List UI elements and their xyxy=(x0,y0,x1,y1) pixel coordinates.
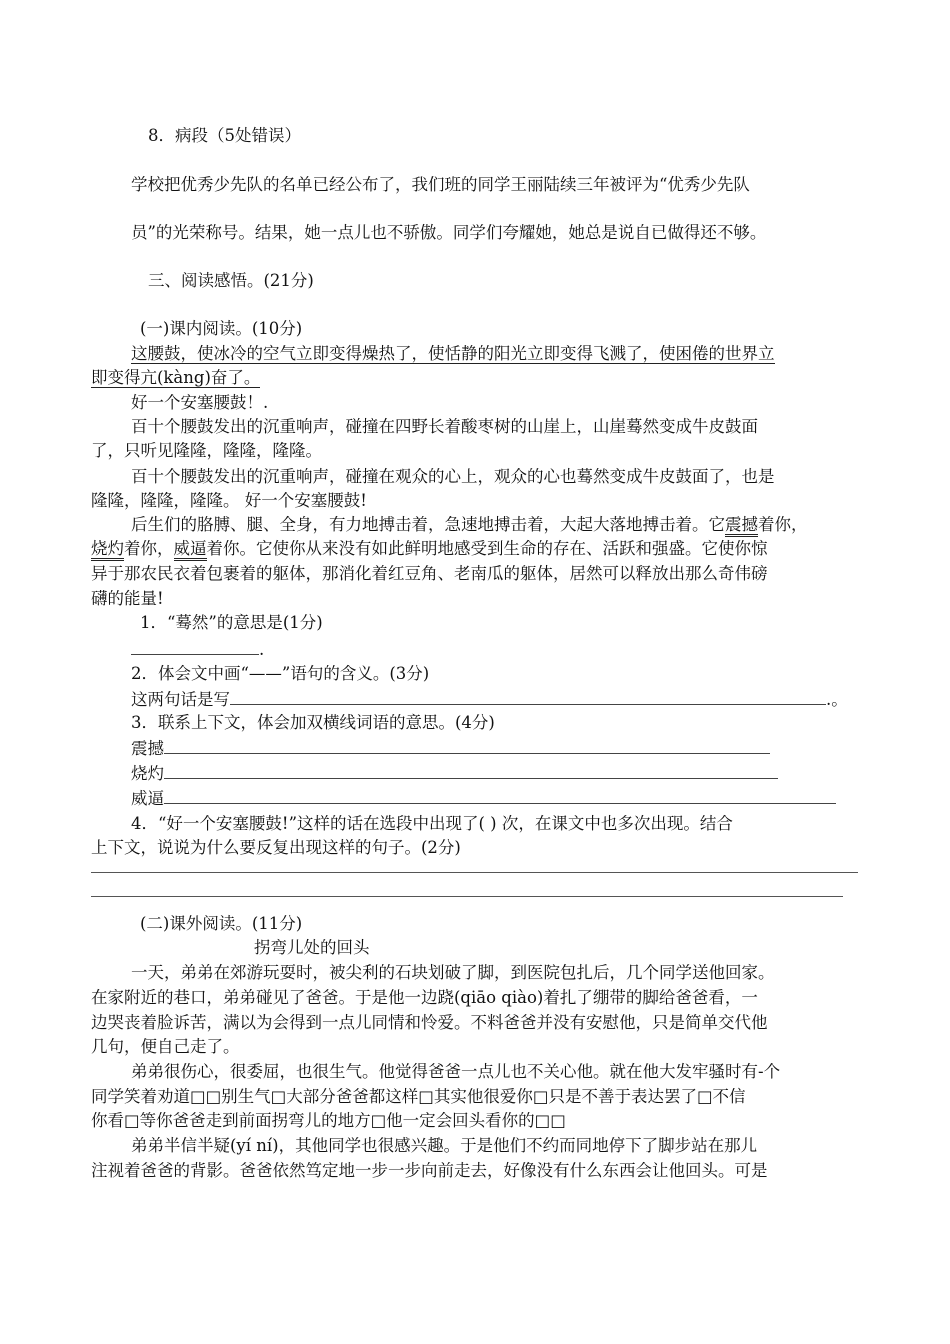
word-zhenhan: 震撼 xyxy=(725,515,758,537)
question-3-answer-zhenhan[interactable] xyxy=(131,737,770,760)
passage-2-para-2-line-1: 弟弟很伤心，很委屈，也很生气。他觉得爸爸一点儿也不关心他。就在他大发牢骚时有-个 xyxy=(131,1062,781,1081)
passage-underlined-line-1 xyxy=(131,343,775,365)
question-1: 1．“蓦然”的意思是(1分) xyxy=(140,613,323,632)
part-2-heading: (二)课外阅读。(11分) xyxy=(140,914,303,933)
passage-para-d-line-3: 异于那农民衣着包裹着的躯体，那消化着红豆角、老南瓜的躯体，居然可以释放出那么奇伟磅 xyxy=(91,564,768,583)
para-d-text: 着你， xyxy=(124,539,174,558)
passage-2-para-3-line-2: 注视着爸爸的背影。爸爸依然笃定地一步一步向前走去，好像没有什么东西会让他回头。可是 xyxy=(91,1161,768,1180)
para-d-text: 后生们的胳膊、腿、全身，有力地搏击着，急速地搏击着，大起大落地搏击着。它 xyxy=(131,515,725,534)
question-2-prefix: 这两句话是写 xyxy=(131,690,230,709)
passage-2-para-2-line-2: 同学笑着劝道□□别生气□大部分爸爸都这样□其实他很爱你□只是不善于表达罢了□不信 xyxy=(91,1087,746,1106)
para-d-text: 着你， xyxy=(758,515,808,534)
q3-word-zhenhan: 震撼 xyxy=(131,739,164,758)
part-1-heading: (一)课内阅读。(10分) xyxy=(140,319,303,338)
underlined-sentence: 这腰鼓，使冰冷的空气立即变得燥热了，使恬静的阳光立即变得飞溅了，使困倦的世界立 xyxy=(131,344,775,363)
question-8-heading: 8．病段（5处错误） xyxy=(148,126,301,145)
para-d-text: 着你。它使你从来没有如此鲜明地感受到生命的存在、活跃和强盛。它使你惊 xyxy=(206,539,768,558)
word-shaozhuo: 烧灼 xyxy=(91,539,124,561)
passage-2-para-3-line-1: 弟弟半信半疑(yí ní)，其他同学也很感兴趣。于是他们不约而同地停下了脚步站在那儿 xyxy=(131,1136,758,1155)
question-4-line-1: 4．“好一个安塞腰鼓!”这样的话在选段中出现了( ) 次，在课文中也多次出现。结合 xyxy=(131,814,733,833)
question-3-answer-shaozhuo[interactable] xyxy=(131,762,778,785)
word-weibi: 威逼 xyxy=(174,539,207,561)
passage-2-para-2-line-3: 你看□等你爸爸走到前面拐弯儿的地方□他一定会回头看你的□□ xyxy=(91,1111,566,1130)
question-3: 3．联系上下文，体会加双横线词语的意思。(4分) xyxy=(131,713,495,732)
question-2-end-mark: .。 xyxy=(826,690,848,709)
passage-para-d-line-2 xyxy=(91,538,768,560)
question-4-answer-line-1[interactable] xyxy=(91,872,858,873)
passage-para-b-line-2: 了，只听见隆隆，隆隆，隆隆。 xyxy=(91,441,322,460)
passage-para-d-line-1 xyxy=(131,514,808,536)
passage-underlined-line-2 xyxy=(91,367,260,389)
q3-word-shaozhuo: 烧灼 xyxy=(131,764,164,783)
underlined-sentence-end: 即变得亢(kàng)奋了。 xyxy=(91,368,261,387)
section-3-heading: 三、阅读感悟。(21分) xyxy=(148,271,314,290)
question-2-answer[interactable] xyxy=(131,688,848,711)
passage-2-para-1-line-4: 几句，便自己走了。 xyxy=(91,1037,240,1056)
question-2: 2．体会文中画“——”语句的含义。(3分) xyxy=(131,664,430,683)
question-4-line-2: 上下文，说说为什么要反复出现这样的句子。(2分) xyxy=(91,838,461,857)
q3-word-weibi: 威逼 xyxy=(131,789,164,808)
question-4-answer-line-2[interactable] xyxy=(91,896,843,897)
passage-para-c-line-2: 隆隆，隆隆，隆隆。 好一个安塞腰鼓! xyxy=(91,491,367,510)
passage-para-a: 好一个安塞腰鼓！. xyxy=(131,393,269,412)
passage-para-c-line-1: 百十个腰鼓发出的沉重响声，碰撞在观众的心上，观众的心也蓦然变成牛皮鼓面了，也是 xyxy=(131,467,775,486)
passage-2-para-1-line-1: 一天，弟弟在郊游玩耍时，被尖利的石块划破了脚，到医院包扎后，几个同学送他回家。 xyxy=(131,963,775,982)
question-1-end-mark: . xyxy=(259,640,265,659)
question-3-answer-weibi[interactable] xyxy=(131,787,836,810)
question-8-text-line-2: 员”的光荣称号。结果，她一点儿也不骄傲。同学们夸耀她，她总是说自已做得还不够。 xyxy=(131,223,767,242)
question-1-answer-line[interactable] xyxy=(131,638,264,661)
passage-para-b-line-1: 百十个腰鼓发出的沉重响声，碰撞在四野长着酸枣树的山崖上，山崖蓦然变成牛皮鼓面 xyxy=(131,417,758,436)
question-8-text-line-1: 学校把优秀少先队的名单已经公布了，我们班的同学王丽陆续三年被评为“优秀少先队 xyxy=(131,175,750,194)
passage-2-para-1-line-2: 在家附近的巷口，弟弟碰见了爸爸。于是他一边跷(qiāo qiào)着扎了绷带的脚给爸爸看，一 xyxy=(91,988,758,1007)
passage-2-title: 拐弯儿处的回头 xyxy=(254,938,370,957)
passage-2-para-1-line-3: 边哭丧着脸诉苦，满以为会得到一点儿同情和怜爱。不料爸爸并没有安慰他，只是简单交代他 xyxy=(91,1013,768,1032)
passage-para-d-line-4: 礴的能量! xyxy=(91,589,164,608)
